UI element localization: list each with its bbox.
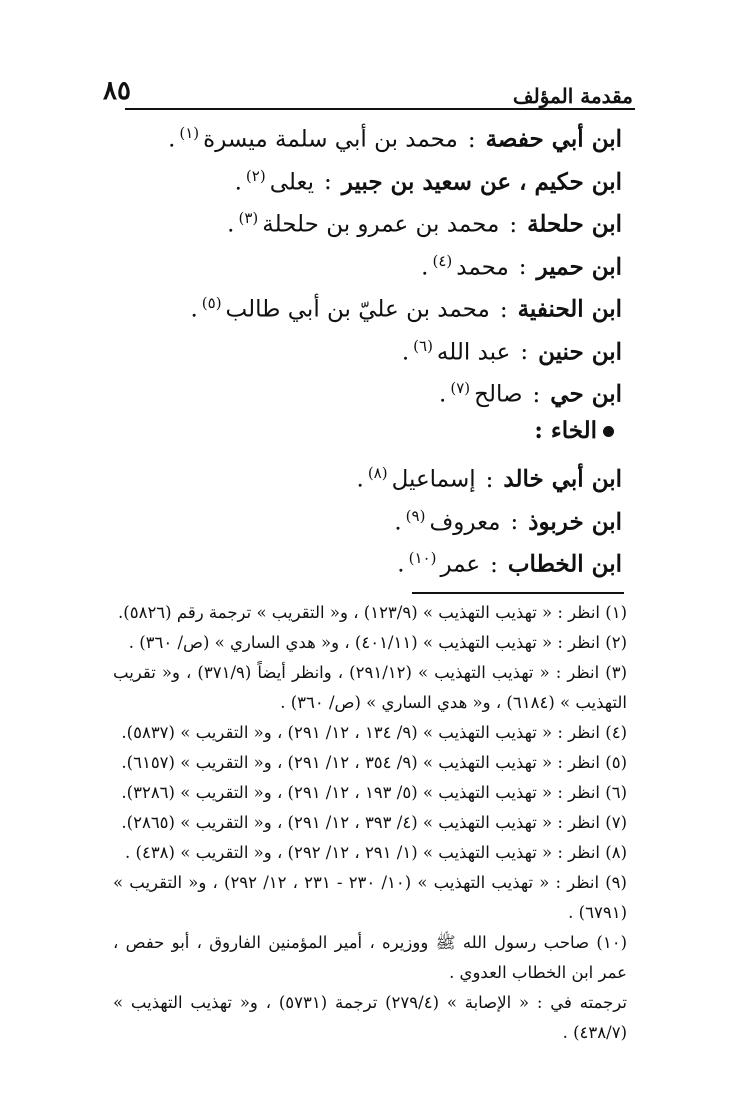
footnote: (١) انظر : « تهذيب التهذيب » (١٢٣/٩) ، و« التقريب » ترجمة رقم (٥٨٢٦). [118,603,627,622]
entry-separator: : [532,381,541,408]
entry-value: عبد الله [436,339,511,366]
running-title: مقدمة المؤلف [512,84,633,108]
entry-separator: : [518,254,527,281]
entry-name: ابن خربوذ [528,508,622,536]
entry-value: محمد بن أبي سلمة ميسرة [203,126,458,153]
footnote: (٧) انظر : « تهذيب التهذيب » (٤/ ٣٩٣ ، ١٢/ ٢٩١) ، و« التقريب » (٢٨٦٥). [121,813,627,832]
section-title: الخاء : [534,416,597,444]
entry-name: ابن الحنفية [517,295,622,323]
entries-list [102,112,622,580]
entry-name: ابن حلحلة [527,210,622,238]
entry-value: صالح [474,381,523,408]
entry-separator: : [324,169,332,196]
entry-value: محمد [456,254,509,281]
entry-separator: : [467,126,476,153]
footnote-continuation: ترجمته في : « الإصابة » (٢٧٩/٤) ترجمة (٥٧٣١) ، و« تهذيب التهذيب » (٤٣٨/٧) . [113,993,628,1042]
entry-end: . [227,211,235,238]
footnote: (٤) انظر : « تهذيب التهذيب » (٩/ ١٣٤ ، ١٢/ ٢٩١) ، و« التقريب » (٥٨٣٧). [121,723,627,742]
entry [102,240,622,283]
footnote-ref: (١) [179,124,200,142]
entry-value: معروف [429,509,501,536]
footnote-ref: (٨) [367,464,388,482]
entry-separator: : [509,211,518,238]
footnote-ref: (٩) [405,506,426,525]
footnote: (٣) انظر : « تهذيب التهذيب » (٢٩١/١٢) ، وانظر أيضاً (٣٧١/٩) ، و« تقريب التهذيب » (٦١٨٤) ، و« هدي الساري » (ص/ ٣٦٠) . [113,663,627,712]
entry-end: . [234,169,242,196]
page-number: ٨٥ [103,76,131,106]
entry-end: . [439,381,447,408]
footnote: (١٠) صاحب رسول الله ﷺ ووزيره ، أمير المؤمنين الفاروق ، أبو حفص ، عمر ابن الخطاب العدوي . [113,933,627,982]
section-heading [102,410,622,453]
entry-name: ابن حكيم ، عن سعيد بن جبير [341,168,622,196]
entry-separator: : [485,466,494,493]
footnote: (٦) انظر : « تهذيب التهذيب » (٥/ ١٩٣ ، ١٢/ ٢٩١) ، و« التقريب » (٣٢٨٦). [121,783,627,802]
entry [102,155,622,198]
footnote-ref: (٣) [238,209,259,227]
entry-end: . [356,466,364,493]
entry [102,325,622,368]
entry-end: . [421,254,429,281]
entry [102,112,622,155]
entry-end: . [397,551,405,578]
footnote-ref: (٧) [450,379,471,397]
entry-separator: : [490,551,498,578]
entry-end: . [401,339,410,366]
footnote: (٥) انظر : « تهذيب التهذيب » (٩/ ٣٥٤ ، ١٢/ ٢٩١) ، و« التقريب » (٦١٥٧). [121,753,627,772]
footnote-ref: (٥) [201,294,222,312]
entry [102,537,622,580]
entry-separator: : [510,509,519,536]
entry-end: . [394,509,402,536]
entry-value: إسماعيل [391,466,476,493]
entry [102,495,622,538]
entry [102,452,622,495]
entry-name: ابن أبي حفصة [485,125,622,153]
footnote-ref: (١٠) [408,549,437,567]
entry-name: ابن الخطاب [507,550,622,578]
entry-name: ابن حمير [536,253,622,281]
entry-name: ابن حنين [538,338,622,366]
entry-value: محمد بن عليّ بن أبي طالب [225,296,490,323]
footnote: (٩) انظر : « تهذيب التهذيب » (١٠/ ٢٣٠ - ٢٣١ ، ١٢/ ٢٩٢) ، و« التقريب » (٦٧٩١) . [113,873,627,922]
entry-value: عمر [440,551,481,578]
entry-separator: : [499,296,508,323]
footnote-ref: (٦) [413,336,433,355]
entry-separator: : [520,339,529,366]
bullet-icon [603,426,614,437]
footnote-ref: (٢) [245,166,266,185]
footnote: (٢) انظر : « تهذيب التهذيب » (٤٠١/١١) ، و« هدي الساري » (ص/ ٣٦٠) . [128,633,627,652]
page-header [95,62,635,110]
header-rule [125,108,635,110]
entry-name: ابن أبي خالد [503,465,622,493]
entry-end: . [190,296,198,323]
footnote: (٨) انظر : « تهذيب التهذيب » (١/ ٢٩١ ، ١٢/ ٢٩٢) ، و« التقريب » (٤٣٨) . [125,843,627,862]
entry-value: يعلى [269,169,314,196]
entry-end: . [168,126,176,153]
entry-value: محمد بن عمرو بن حلحلة [262,211,500,238]
entry [102,197,622,240]
entry [102,367,622,410]
footnote-ref: (٤) [432,251,453,270]
entry [102,282,622,325]
footnotes [113,598,627,1048]
entry-name: ابن حي [550,380,622,408]
footnote-rule [412,592,624,594]
